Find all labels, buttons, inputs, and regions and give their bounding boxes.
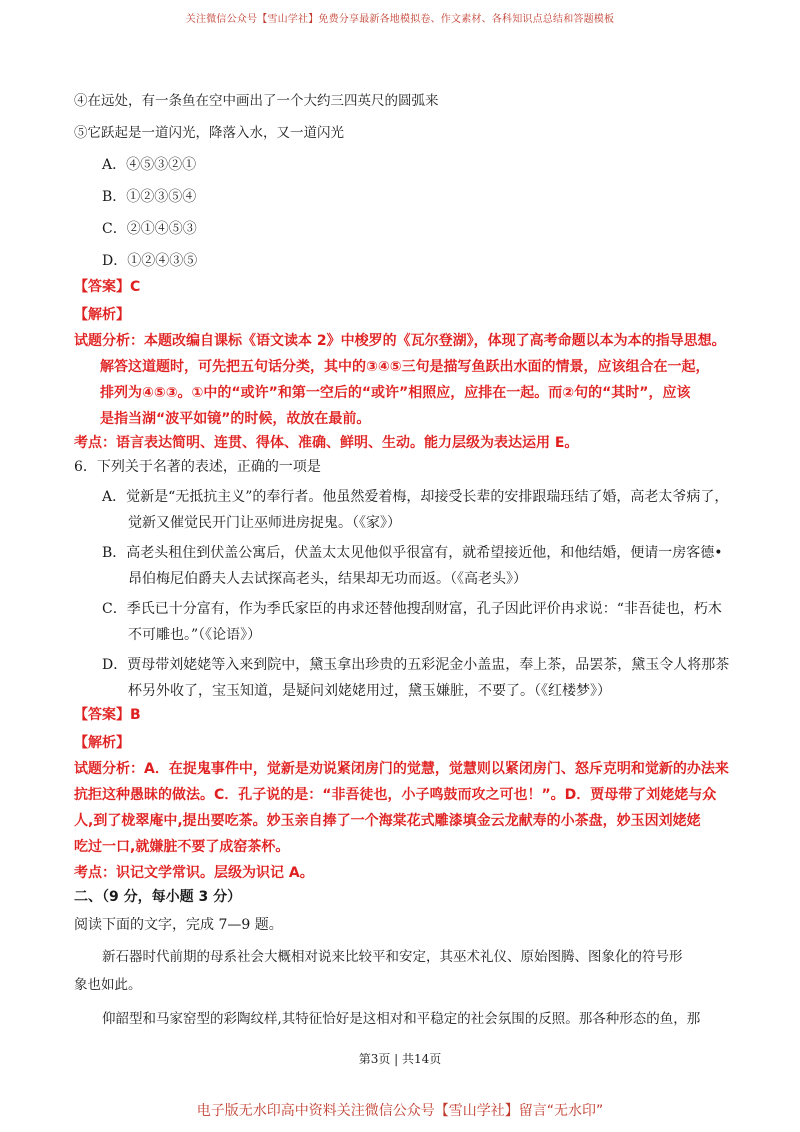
q5-sentence-4: ④在远处，有一条鱼在空中画出了一个大约三四英尺的圆弧来 [74, 93, 439, 109]
section-2-title: 二、（9 分，每小题 3 分） [74, 889, 242, 905]
passage-paragraph-1: 新石器时代前期的母系社会大概相对说来比较平和安定，其巫术礼仪、原始图腾、图象化的符号形 [102, 949, 683, 965]
q6-option-d-cont: 杯另外收了，宝玉知道，是疑问刘姥姥用过，黛玉嫌脏，不要了。（《红楼梦》） [128, 683, 611, 699]
passage-paragraph-1-cont: 象也如此。 [74, 977, 142, 993]
q5-option-a: A．④⑤③②① [102, 157, 197, 173]
q6-analysis-line: 人,到了栊翠庵中,提出要吃茶。妙玉亲自捧了一个海棠花式雕漆填金云龙献寿的小茶盘，妙玉因刘姥姥 [74, 813, 701, 829]
q5-analysis-line: 排列为④⑤③。①中的“或许”和第一空后的“或许”相照应，应排在一起。而②句的“其时”，应该 [100, 385, 691, 401]
q5-analysis-line: 试题分析：本题改编自课标《语文读本 2》中梭罗的《瓦尔登湖》，体现了高考命题以本为本的指导思想。 [74, 333, 726, 349]
q5-analysis-line: 解答这道题时，可先把五句话分类，其中的③④⑤三句是描写鱼跃出水面的情景，应该组合在一起， [100, 359, 710, 375]
q5-analysis-line: 是指当湖“波平如镜”的时候，故放在最前。 [100, 411, 371, 427]
q6-analysis-line: 抗拒这种愚昧的做法。C．孔子说的是：“非吾徒也，小子鸣鼓而攻之可也！”。D．贾母带了刘姥姥与众 [74, 787, 717, 803]
q5-analysis-tag: 【解析】 [74, 307, 130, 323]
q6-analysis-line: 吃过一口,就嫌脏不要了成窑茶杯。 [74, 839, 290, 855]
q6-answer: 【答案】B [74, 707, 141, 723]
q5-option-d: D．①②④③⑤ [102, 253, 198, 269]
q6-option-c: C．季氏已十分富有，作为季氏家臣的冉求还替他搜刮财富，孔子因此评价冉求说：“非吾徒也，朽木 [102, 601, 722, 617]
passage-paragraph-2: 仰韶型和马家窑型的彩陶纹样,其特征恰好是这相对和平稳定的社会氛围的反照。那各种形态的鱼，那 [102, 1011, 701, 1027]
q6-option-c-cont: 不可雕也。”（《论语》） [128, 627, 262, 643]
page-content [74, 90, 734, 1030]
page-number: 第3页 | 共14页 [358, 1052, 442, 1066]
q6-stem: 6．下列关于名著的表述，正确的一项是 [74, 459, 321, 475]
section-2-instruction: 阅读下面的文字，完成 7—9 题。 [74, 917, 283, 933]
footer-banner: 电子版无水印高中资料关注微信公众号【雪山学社】留言“无水印” [196, 1103, 604, 1119]
q6-option-a: A．觉新是“无抵抗主义”的奉行者。他虽然爱着梅，却接受长辈的安排跟瑞珏结了婚，高老太爷病了， [102, 489, 729, 505]
q6-analysis-line: 试题分析：A．在捉鬼事件中，觉新是劝说紧闭房门的觉慧，觉慧则以紧闭房门、怒斥克明和觉新的办法来 [74, 761, 729, 777]
q6-analysis-tag: 【解析】 [74, 735, 130, 751]
q6-option-b: B．高老头租住到伏盖公寓后，伏盖太太见他似乎很富有，就希望接近他，和他结婚，便请一房客德• [102, 545, 723, 561]
q5-option-b: B．①②③⑤④ [102, 189, 197, 205]
q6-option-a-cont: 觉新又催觉民开门让巫师进房捉鬼。（《家》） [128, 515, 401, 531]
q5-option-c: C．②①④⑤③ [102, 221, 197, 237]
q6-option-d: D．贾母带刘姥姥等入来到院中，黛玉拿出珍贵的五彩泥金小盖盅，奉上茶，品罢茶，黛玉令人将那茶 [102, 657, 730, 673]
header-banner: 关注微信公众号【雪山学社】免费分享最新各地模拟卷、作文素材、各科知识点总结和答题模板 [185, 14, 615, 25]
q5-answer: 【答案】C [74, 279, 141, 295]
q6-option-b-cont: 昂伯梅尼伯爵夫人去试探高老头，结果却无功而返。（《高老头》） [128, 571, 527, 587]
q6-point: 考点：识记文学常识。层级为识记 A。 [74, 865, 314, 881]
q5-point: 考点：语言表达简明、连贯、得体、准确、鲜明、生动。能力层级为表达运用 E。 [74, 435, 579, 451]
q5-sentence-5: ⑤它跃起是一道闪光，降落入水，又一道闪光 [74, 125, 344, 141]
